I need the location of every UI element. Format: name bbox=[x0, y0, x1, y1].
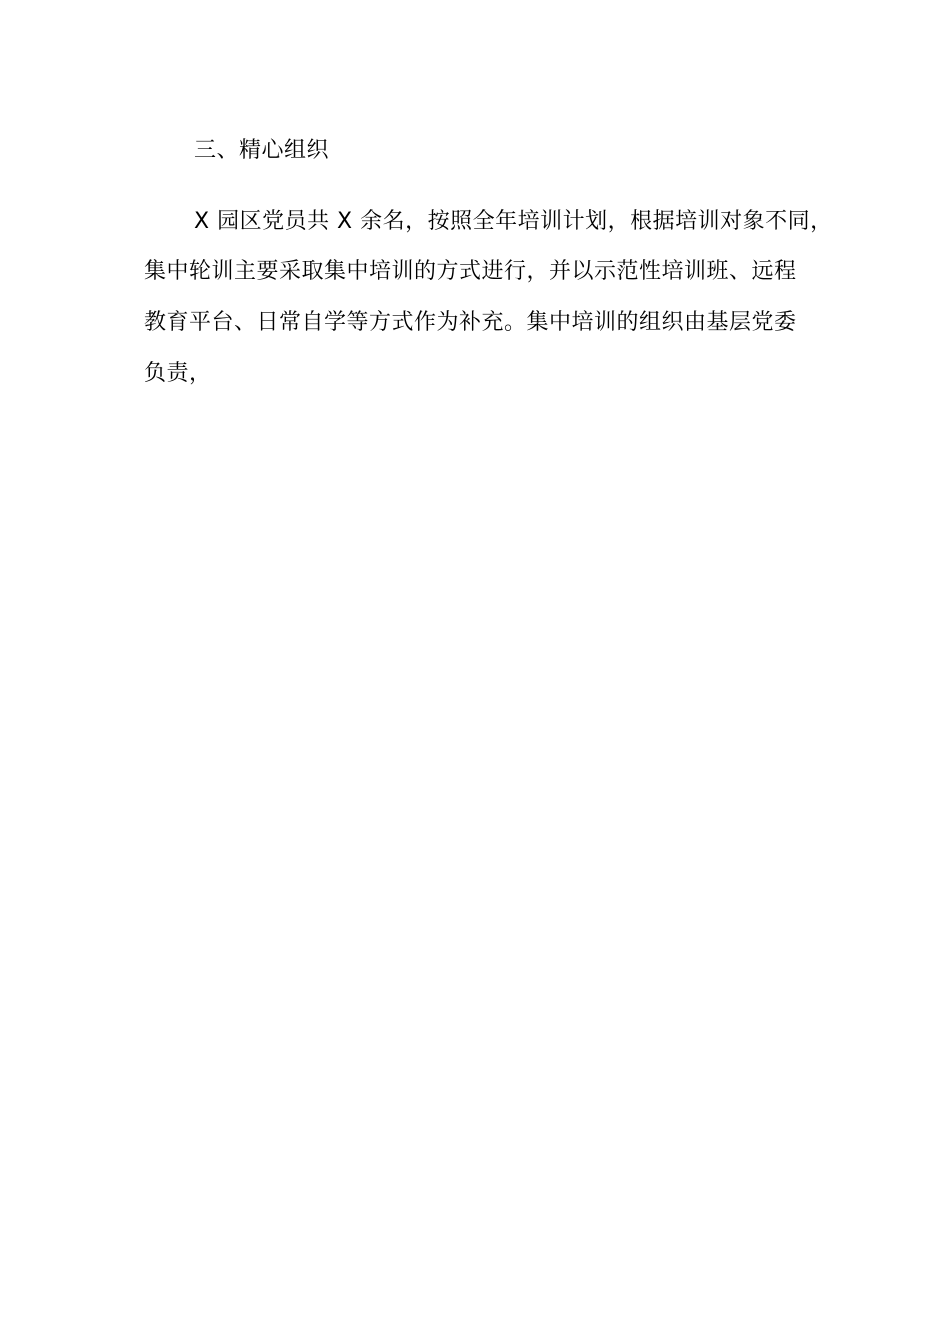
paragraph-line-4: 负责， bbox=[144, 361, 212, 386]
paragraph-line-2: 集中轮训主要采取集中培训的方式进行，并以示范性培训班、远程 bbox=[144, 259, 797, 284]
paragraph-line-1: X 园区党员共 X 余名，按照全年培训计划，根据培训对象不同， bbox=[194, 209, 833, 234]
section-heading: 三、精心组织 bbox=[194, 138, 330, 163]
paragraph-line-3: 教育平台、日常自学等方式作为补充。集中培训的组织由基层党委 bbox=[144, 310, 797, 335]
